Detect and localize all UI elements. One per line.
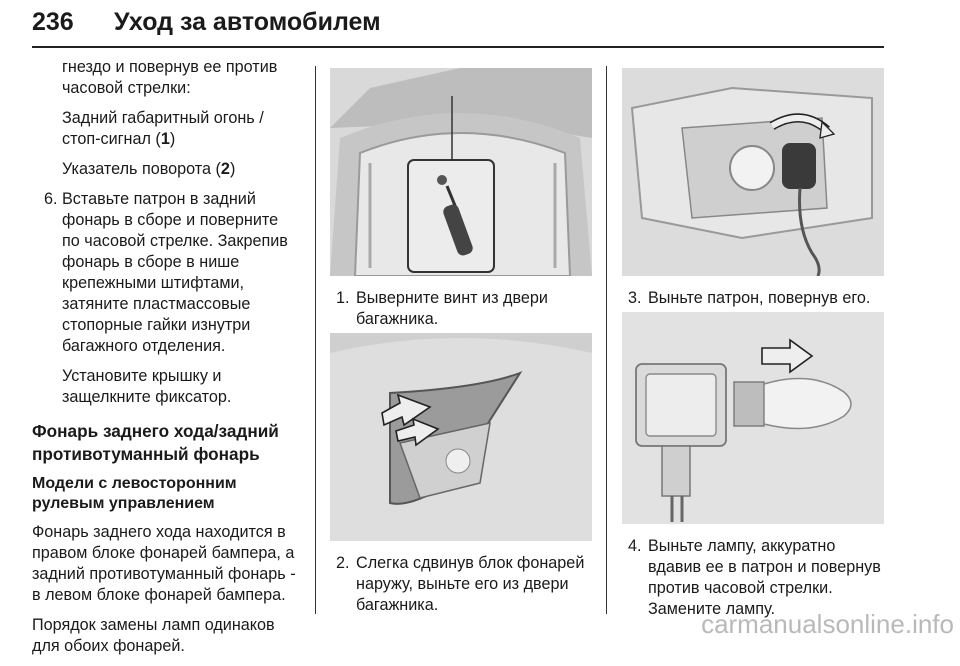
- column-divider: [606, 66, 607, 614]
- column-divider: [315, 66, 316, 614]
- tailgate-illustration: [330, 68, 592, 276]
- figure-caption: 4. Выньте лампу, аккуратно вдавив ее в патрон и повернув против часовой стрелки. Замените лампу.: [628, 537, 881, 618]
- figure-caption: 2. Слегка сдвинув блок фонарей наружу, выньте его из двери багажника.: [336, 554, 585, 614]
- install-cover-text: Установите крышку и защелкните фиксатор.: [62, 367, 232, 406]
- step-number: 6.: [44, 190, 58, 208]
- watermark: carmanualsonline.info: [701, 609, 954, 639]
- text-column: [32, 57, 300, 666]
- step-text: Вставьте патрон в задний фонарь в сборе и поверните по часовой стрелке. Закрепив фонарь в сборе в нише крепежными штифтами, затяните пластмассовые стопорные гайки изнутри багажного отделения.: [62, 190, 288, 355]
- figure-light-cluster: [330, 333, 592, 541]
- header-rule: [32, 46, 884, 48]
- chapter-title: Уход за автомобилем: [114, 8, 381, 36]
- continued-text: гнездо и повернув ее против часовой стрелки:: [62, 58, 278, 97]
- figure-tailgate-screw: [330, 68, 592, 276]
- page-header: [32, 6, 884, 46]
- page-number: 236: [32, 8, 74, 36]
- paragraph: Порядок замены ламп одинаков для обоих фонарей.: [32, 616, 275, 655]
- figure-caption: 1. Выверните винт из двери багажника.: [336, 289, 548, 328]
- paragraph: Фонарь заднего хода находится в правом блоке фонарей бампера, а задний противотуманный фонарь - в левом блоке фонарей бампера.: [32, 523, 296, 604]
- turn-signal-item: Указатель поворота (2): [62, 160, 236, 178]
- bulb-illustration: [622, 312, 884, 524]
- light-cluster-illustration: [330, 333, 592, 541]
- figure-socket-rotate: [622, 68, 884, 276]
- section-title: Фонарь заднего хода/задний противотуманный фонарь: [32, 421, 279, 464]
- figure-bulb-removal: [622, 312, 884, 524]
- tail-light-item: Задний габаритный огонь / стоп-сигнал (1): [62, 109, 264, 148]
- socket-illustration: [622, 68, 884, 276]
- step-6: [32, 189, 300, 357]
- figure-caption: 3. Выньте патрон, повернув его.: [628, 289, 871, 307]
- subsection-title: Модели с левосторонним рулевым управлением: [32, 475, 237, 512]
